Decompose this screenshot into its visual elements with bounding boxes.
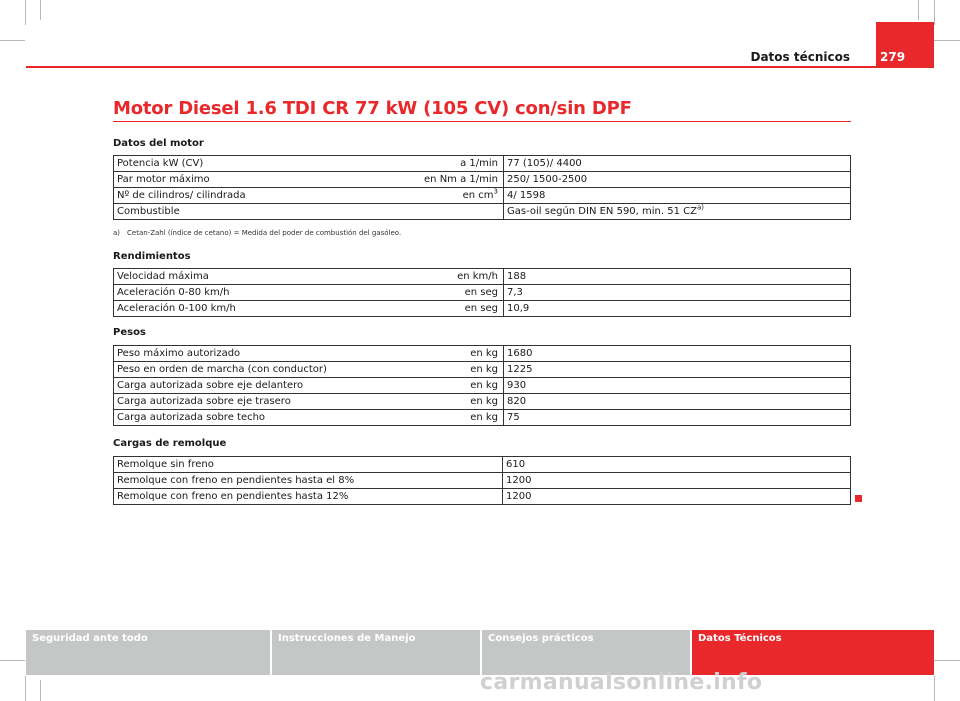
row-unit: en kg — [410, 362, 504, 378]
header-section-title: Datos técnicos — [750, 50, 850, 64]
weights-table — [113, 345, 851, 426]
crop-mark — [25, 676, 26, 701]
section-label-trailer: Cargas de remolque — [113, 438, 227, 449]
row-name: Remolque con freno en pendientes hasta 12% — [114, 489, 503, 505]
footer-tab-label: Seguridad ante todo — [32, 633, 148, 644]
row-name: Carga autorizada sobre techo — [114, 410, 411, 426]
engine-table — [113, 155, 851, 220]
page-number: 279 — [880, 50, 906, 64]
row-name: Remolque con freno en pendientes hasta el 8% — [114, 473, 503, 489]
footer-tab-label: Instrucciones de Manejo — [278, 633, 416, 644]
table-row — [114, 156, 851, 172]
table-row — [114, 172, 851, 188]
table-row — [114, 362, 851, 378]
row-value: 75 — [504, 410, 851, 426]
crop-mark — [40, 680, 41, 701]
row-unit: en seg — [410, 285, 504, 301]
row-name: Aceleración 0-100 km/h — [114, 301, 411, 317]
section-label-engine: Datos del motor — [113, 138, 204, 149]
crop-mark — [25, 0, 26, 25]
row-unit: en kg — [410, 346, 504, 362]
row-value: 610 — [503, 457, 851, 473]
table-row — [114, 457, 851, 473]
row-unit — [410, 204, 504, 220]
table-row — [114, 285, 851, 301]
table-row — [114, 204, 851, 220]
trailer-table — [113, 456, 851, 505]
row-value: 1200 — [503, 473, 851, 489]
row-value: 1225 — [504, 362, 851, 378]
row-name: Carga autorizada sobre eje delantero — [114, 378, 411, 394]
footer-tab-datos-tecnicos[interactable] — [692, 630, 934, 675]
table-row — [114, 269, 851, 285]
row-unit: en kg — [410, 394, 504, 410]
performance-table — [113, 268, 851, 317]
row-name: Aceleración 0-80 km/h — [114, 285, 411, 301]
row-unit: en seg — [410, 301, 504, 317]
table-row — [114, 346, 851, 362]
table-row — [114, 473, 851, 489]
row-name: Potencia kW (CV) — [114, 156, 411, 172]
footer-tab-label: Consejos prácticos — [488, 633, 594, 644]
footnote-mark: a) — [113, 229, 121, 237]
row-name: Remolque sin freno — [114, 457, 503, 473]
footnote-reference: a) — [696, 203, 705, 212]
row-value: 1200 — [503, 489, 851, 505]
watermark: carmanualsonline.info — [480, 670, 763, 695]
crop-mark — [918, 0, 919, 20]
page-title: Motor Diesel 1.6 TDI CR 77 kW (105 CV) con/sin DPF — [113, 98, 632, 119]
row-unit: en km/h — [410, 269, 504, 285]
row-name: Peso máximo autorizado — [114, 346, 411, 362]
table-row — [114, 188, 851, 204]
footnote-text: Cetan-Zahl (índice de cetano) = Medida del poder de combustión del gasóleo. — [127, 229, 402, 237]
section-end-marker — [855, 495, 862, 502]
header-rule — [26, 66, 876, 68]
row-value: 930 — [504, 378, 851, 394]
row-name: Carga autorizada sobre eje trasero — [114, 394, 411, 410]
section-label-performance: Rendimientos — [113, 251, 191, 262]
crop-mark — [0, 40, 25, 41]
footer-tab-instrucciones[interactable] — [272, 630, 480, 675]
crop-mark — [934, 676, 935, 701]
title-rule — [113, 121, 851, 122]
row-name: Peso en orden de marcha (con conductor) — [114, 362, 411, 378]
footer-tab-consejos[interactable] — [482, 630, 690, 675]
row-value: 250/ 1500-2500 — [504, 172, 851, 188]
section-label-weights: Pesos — [113, 327, 146, 338]
table-row — [114, 410, 851, 426]
row-value: 820 — [504, 394, 851, 410]
row-name: Par motor máximo — [114, 172, 411, 188]
row-unit: a 1/min — [410, 156, 504, 172]
table-row — [114, 394, 851, 410]
row-name: Nº de cilindros/ cilindrada — [114, 188, 411, 204]
row-unit: en kg — [410, 378, 504, 394]
row-value-cell — [504, 204, 851, 220]
crop-mark — [934, 0, 935, 25]
row-value: Gas-oil según DIN EN 590, min. 51 CZ — [507, 205, 697, 217]
row-value: 7,3 — [504, 285, 851, 301]
row-unit: en Nm a 1/min — [410, 172, 504, 188]
crop-mark — [0, 660, 25, 661]
row-value: 188 — [504, 269, 851, 285]
crop-mark — [934, 40, 960, 41]
row-value: 10,9 — [504, 301, 851, 317]
table-row — [114, 489, 851, 505]
row-name: Combustible — [114, 204, 411, 220]
table-row — [114, 301, 851, 317]
unit-superscript: 3 — [493, 187, 498, 196]
row-unit: en kg — [410, 410, 504, 426]
row-unit-cell — [410, 188, 504, 204]
table-row — [114, 378, 851, 394]
footer-tab-label: Datos Técnicos — [698, 633, 782, 644]
row-unit: en cm — [462, 189, 494, 201]
crop-mark — [934, 660, 960, 661]
footer-tab-seguridad[interactable] — [26, 630, 270, 675]
crop-mark — [40, 0, 41, 20]
row-value: 4/ 1598 — [504, 188, 851, 204]
footnote — [113, 229, 401, 237]
row-value: 1680 — [504, 346, 851, 362]
row-value: 77 (105)/ 4400 — [504, 156, 851, 172]
row-name: Velocidad máxima — [114, 269, 411, 285]
